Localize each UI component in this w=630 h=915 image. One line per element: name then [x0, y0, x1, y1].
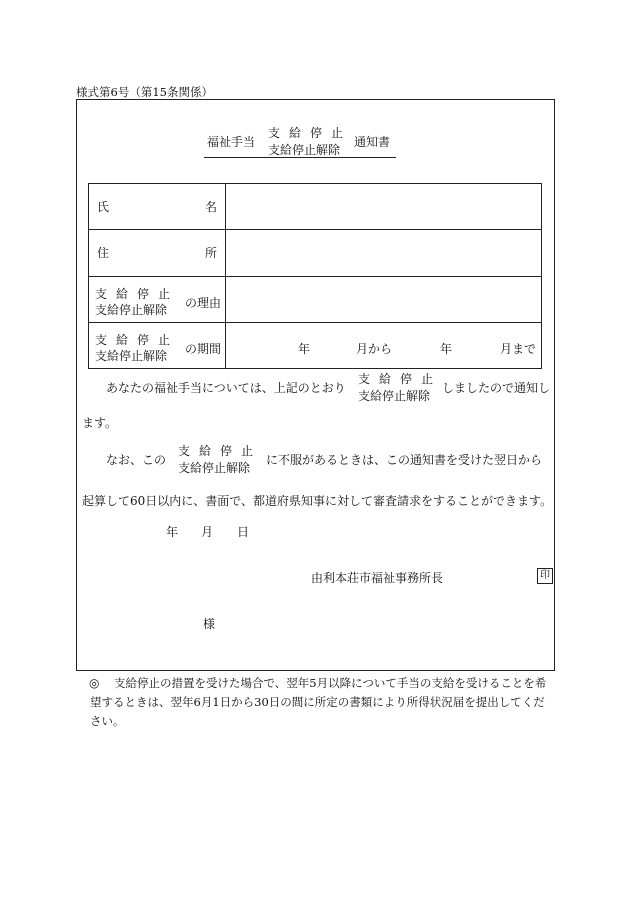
period-year-to: 年 [440, 341, 453, 356]
para2-end: に不服があるときは、この通知書を受けた翌日から [266, 453, 543, 467]
name-row [89, 184, 542, 230]
period-label: 支給停止 支給停止解除 の期間 [89, 322, 226, 368]
para2-options: 支給停止 支給停止解除 [178, 444, 263, 475]
para1-start: あなたの福祉手当については、上記のとおり [106, 381, 346, 395]
address-label: 住 所 [89, 230, 226, 276]
issuer-name: 由利本荘市福祉事務所長 [311, 571, 444, 585]
reason-row [89, 276, 542, 322]
title-suffix: 通知書 [354, 135, 391, 149]
date-month: 月 [201, 525, 214, 539]
date-year: 年 [166, 525, 179, 539]
para1-options: 支給停止 支給停止解除 [358, 372, 443, 403]
period-month-to: 月まで [500, 341, 537, 356]
date-day: 日 [237, 525, 250, 539]
para2-start: なお、この [106, 453, 167, 467]
reason-value[interactable] [226, 276, 542, 322]
para1-end: しましたので通知し [442, 381, 551, 395]
note-mark: ◎ [89, 676, 100, 690]
para1-continuation: ます。 [82, 416, 118, 430]
address-value[interactable] [226, 230, 542, 276]
name-value[interactable] [226, 184, 542, 230]
name-label: 氏 名 [89, 184, 226, 230]
seal-mark: 印 [537, 568, 553, 584]
form-number: 様式第6号（第15条関係） [76, 85, 213, 99]
title-option-release: 支給停止解除 [268, 143, 341, 157]
period-month-from: 月から [356, 341, 393, 356]
title-prefix: 福祉手当 [207, 135, 256, 149]
note-text: 支給停止の措置を受けた場合で、翌年5月以降について手当の支給を受けることを希望するときは、翌年6月1日から30日の間に所定の書類により所得状況届を提出してください。 [90, 676, 547, 728]
para2-continuation: 起算して60日以内に、書面で、都道府県知事に対して審査請求をすることができます。 [82, 494, 553, 508]
title-underline [204, 157, 396, 158]
period-value[interactable] [226, 322, 542, 368]
addressee-suffix: 様 [203, 617, 216, 631]
period-year-from: 年 [298, 341, 311, 356]
reason-label: 支給停止 支給停止解除 の理由 [89, 276, 226, 322]
address-row [89, 230, 542, 276]
info-table [88, 183, 542, 369]
period-row [89, 322, 542, 368]
title-option-stop: 支給停止 [268, 126, 353, 140]
